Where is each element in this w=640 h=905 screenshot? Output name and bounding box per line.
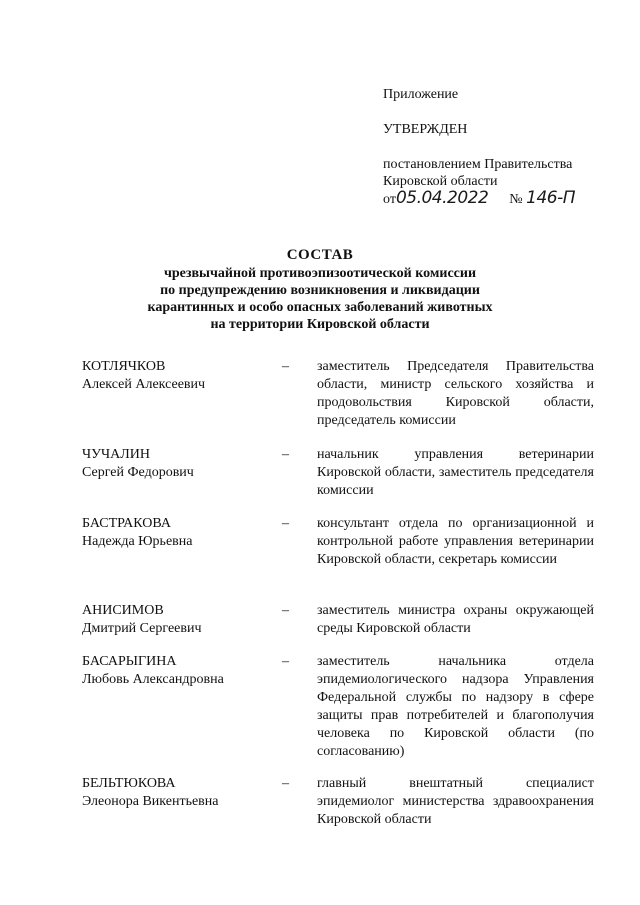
member-dash: – <box>282 447 289 462</box>
member-surname: АНИСИМОВ <box>82 603 164 618</box>
member-given-name: Алексей Алексеевич <box>82 377 206 392</box>
title-line: на территории Кировской области <box>210 317 430 332</box>
title-line: по предупреждению возникновения и ликвидации <box>160 283 480 298</box>
member-surname: ЧУЧАЛИН <box>82 447 150 462</box>
member-name <box>82 446 282 482</box>
member-surname: БЕЛЬТЮКОВА <box>82 776 176 791</box>
date-number-line <box>383 190 575 208</box>
member-surname: БАСАРЫГИНА <box>82 654 177 669</box>
member-dash: – <box>282 516 289 531</box>
member-given-name: Любовь Александровна <box>82 672 224 687</box>
decree-line-2: Кировской области <box>383 174 498 189</box>
member-role: заместитель Председателя Правительства области, министр сельского хозяйства и продовольствия Кировской области, председатель комиссии <box>317 359 594 428</box>
handwritten-number: 146-П <box>526 188 576 208</box>
document-title <box>0 245 640 333</box>
member-dash: – <box>282 359 289 374</box>
member-role: заместитель начальника отдела эпидемиологического надзора Управления Федеральной службы по надзору в сфере защиты прав потребителей и благополучия человека по Кировской области (по согласованию) <box>317 654 594 759</box>
member-name <box>82 602 282 638</box>
title-line: карантинных и особо опасных заболеваний животных <box>147 300 493 315</box>
member-given-name: Надежда Юрьевна <box>82 534 193 549</box>
member-given-name: Элеонора Викентьевна <box>82 794 219 809</box>
date-prefix: от <box>383 192 396 207</box>
member-surname: КОТЛЯЧКОВ <box>82 359 166 374</box>
member-role: консультант отдела по организационной и контрольной работе управления ветеринарии Кировской области, секретарь комиссии <box>317 516 594 567</box>
member-name <box>82 653 282 689</box>
member-given-name: Сергей Федорович <box>82 465 194 480</box>
approval-block <box>383 86 575 208</box>
title-line: чрезвычайной противоэпизоотической комиссии <box>163 266 477 281</box>
member-given-name: Дмитрий Сергеевич <box>82 621 202 636</box>
member-name <box>82 775 282 811</box>
member-dash: – <box>282 603 289 618</box>
appendix-label: Приложение <box>383 87 459 102</box>
member-role: заместитель министра охраны окружающей среды Кировской области <box>317 603 594 636</box>
member-surname: БАСТРАКОВА <box>82 516 171 531</box>
approved-label: УТВЕРЖДЕН <box>383 122 468 137</box>
member-dash: – <box>282 776 289 791</box>
member-name <box>82 515 282 551</box>
handwritten-date: 05.04.2022 <box>395 188 489 208</box>
member-role: главный внештатный специалист эпидемиолог министерства здравоохранения Кировской области <box>317 776 594 827</box>
member-name <box>82 358 282 394</box>
member-dash: – <box>282 654 289 669</box>
decree-line-1: постановлением Правительства <box>383 157 573 172</box>
member-role: начальник управления ветеринарии Кировской области, заместитель председателя комиссии <box>317 447 594 498</box>
number-prefix: № <box>509 192 523 207</box>
title-main: СОСТАВ <box>286 247 354 263</box>
